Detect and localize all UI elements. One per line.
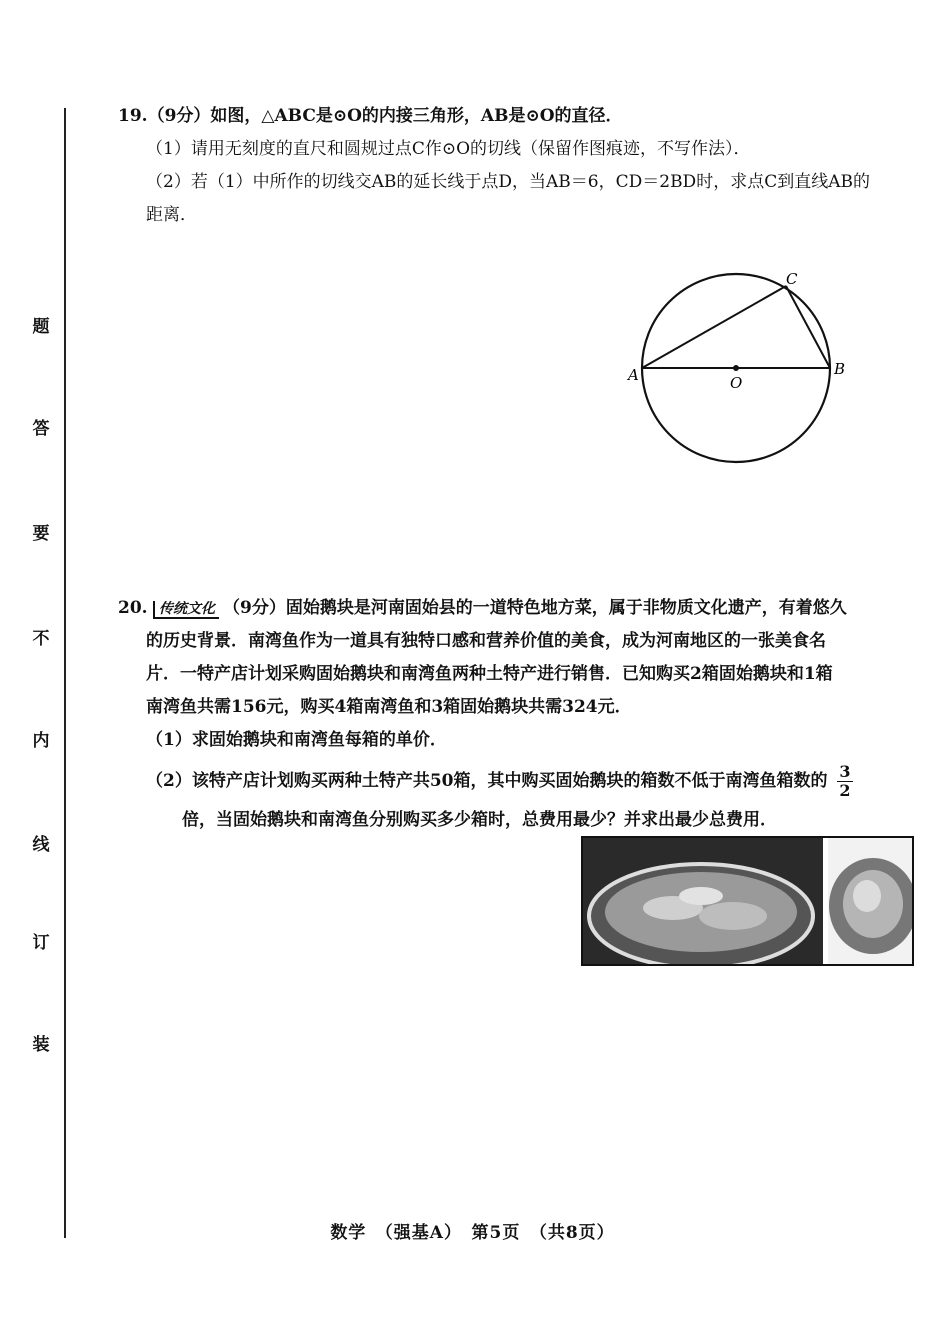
margin-char: 题 [32,317,50,337]
q20-part1: （1）求固始鹅块和南湾鱼每箱的单价． [146,730,447,750]
question-20 [118,592,918,837]
q19-stem: 19.（9分）如图，△ABC是⊙O的内接三角形，AB是⊙O的直径． [118,106,623,126]
frac-numerator: 3 [839,762,851,781]
margin-char: 内 [32,731,50,751]
q20-stem-3: 片．一特产店计划采购固始鹅块和南湾鱼两种土特产进行销售．已知购买2箱固始鹅块和1箱 [146,664,833,684]
culture-tag: 传统文化 [153,601,219,619]
q19-part1: （1）请用无刻度的直尺和圆规过点C作⊙O的切线（保留作图痕迹，不写作法）． [146,139,751,159]
binding-line [64,108,66,1238]
segment-cb [786,286,830,368]
q20-stem-2: 的历史背景．南湾鱼作为一道具有独特口感和营养价值的美食，成为河南地区的一张美食名 [146,631,826,651]
segment-ac [642,286,786,368]
margin-char: 不 [32,629,50,649]
q20-number: 20. [118,598,148,618]
margin-char: 线 [32,835,50,855]
q19-part2-cont: 距离． [146,205,197,225]
label-o: O [730,374,743,392]
label-a: A [628,366,639,384]
q20-part2: （2）该特产店计划购买两种土特产共50箱，其中购买固始鹅块的箱数不低于南湾鱼箱数的 [146,771,828,791]
q19-part2: （2）若（1）中所作的切线交AB的延长线于点D，当AB＝6，CD＝2BD时，求点C到直线AB的 [146,172,870,192]
fraction-three-halves [837,763,852,800]
margin-char: 要 [32,524,50,544]
label-b: B [834,360,846,378]
frac-denominator: 2 [839,781,851,800]
question-19 [118,100,918,232]
food-photo [581,836,914,966]
margin-char: 订 [32,933,50,953]
q20-stem-4: 南湾鱼共需156元，购买4箱南湾鱼和3箱固始鹅块共需324元． [146,697,632,717]
page-footer: 数学 （强基A） 第5页 （共8页） [330,1223,615,1243]
label-c: C [786,270,798,288]
center-point [733,365,739,371]
circle-figure [620,268,860,478]
margin-char: 装 [32,1035,50,1055]
margin-char: 答 [32,419,50,439]
q20-part2-cont: 倍，当固始鹅块和南湾鱼分别购买多少箱时，总费用最少？并求出最少总费用． [182,810,777,830]
q20-stem: （9分）固始鹅块是河南固始县的一道特色地方菜，属于非物质文化遗产，有着悠久 [222,598,847,618]
